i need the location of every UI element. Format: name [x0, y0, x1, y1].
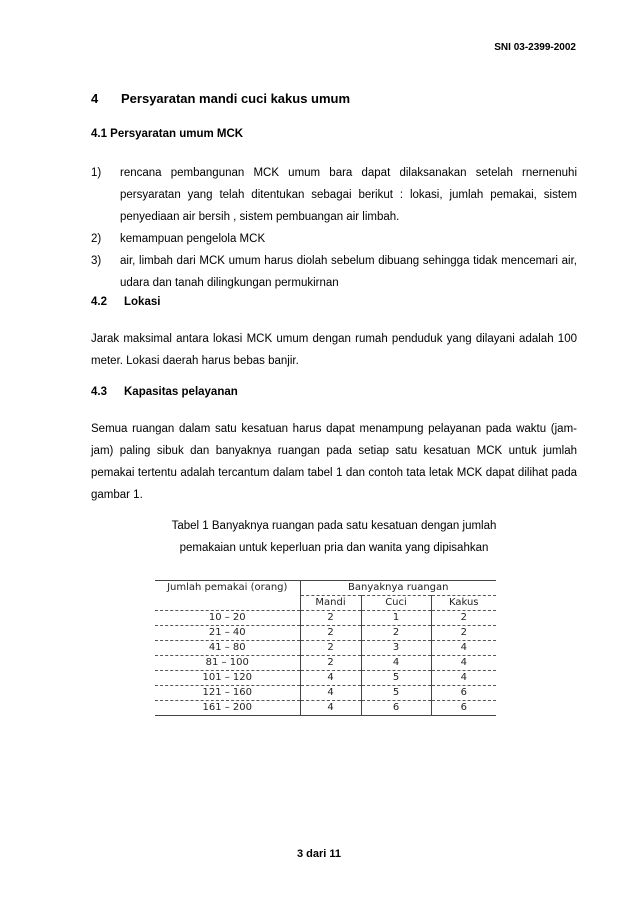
- table-row: [155, 641, 496, 656]
- table-cell: 41 – 80: [155, 641, 300, 656]
- section-number: 4.3: [91, 386, 107, 398]
- header-users: Jumlah pemakai (orang): [155, 581, 300, 611]
- table-cell: 1: [361, 611, 431, 626]
- table-cell: 161 – 200: [155, 701, 300, 716]
- table-cell: 6: [431, 686, 496, 701]
- section-4-1-heading: 4.1 Persyaratan umum MCK: [91, 128, 244, 140]
- column-header: Kakus: [431, 596, 496, 611]
- section-number: 4.2: [91, 296, 107, 308]
- section-4-3-heading: [91, 386, 238, 398]
- table-row: [155, 701, 496, 716]
- table-cell: 4: [300, 686, 361, 701]
- header-room-count: Banyaknya ruangan: [300, 581, 496, 596]
- table-cell: 5: [361, 686, 431, 701]
- item-number: 3): [91, 255, 102, 267]
- table-cell: 6: [361, 701, 431, 716]
- section-4-heading: [91, 91, 350, 106]
- item-number: 1): [91, 167, 102, 179]
- document-code: SNI 03-2399-2002: [494, 42, 576, 53]
- table-cell: 2: [361, 626, 431, 641]
- section-title: Persyaratan mandi cuci kakus umum: [121, 91, 351, 106]
- table-cell: 2: [431, 626, 496, 641]
- requirement-item-1: [91, 162, 577, 228]
- section-4-2-heading: [91, 296, 160, 308]
- item-text: air, limbah dari MCK umum harus diolah sebelum dibuang sehingga tidak mencemari air, udara dan tanah dilingkungan permukirnan: [120, 255, 577, 289]
- section-4-3-body: Semua ruangan dalam satu kesatuan harus dapat menampung pelayanan pada waktu (jam-jam) paling sibuk dan banyaknya ruangan pada setiap satu kesatuan MCK untuk jumlah pemakai tertentu adalah tercantum dalam tabel 1 dan contoh tata letak MCK dapat dilihat pada gambar 1.: [91, 423, 577, 501]
- caption-line-1: Tabel 1 Banyaknya ruangan pada satu kesatuan dengan jumlah: [171, 520, 497, 532]
- table-row: [155, 611, 496, 626]
- caption-line-2: pemakaian untuk keperluan pria dan wanita yang dipisahkan: [179, 542, 489, 554]
- section-number: 4: [91, 91, 99, 106]
- table-cell: 101 – 120: [155, 671, 300, 686]
- table-row: [155, 656, 496, 671]
- table-cell: 4: [431, 656, 496, 671]
- table-cell: 10 – 20: [155, 611, 300, 626]
- table-caption: [91, 515, 577, 559]
- item-number: 2): [91, 233, 102, 245]
- table-cell: 81 – 100: [155, 656, 300, 671]
- table-cell: 4: [300, 671, 361, 686]
- table-cell: 4: [361, 656, 431, 671]
- page-number: 3 dari 11: [296, 848, 342, 860]
- table-cell: 3: [361, 641, 431, 656]
- table-cell: 2: [300, 641, 361, 656]
- table-cell: 2: [300, 656, 361, 671]
- section-title: Kapasitas pelayanan: [124, 386, 238, 398]
- table-cell: 2: [300, 611, 361, 626]
- item-text: kemampuan pengelola MCK: [120, 233, 266, 245]
- table-cell: 5: [361, 671, 431, 686]
- table-cell: 4: [431, 641, 496, 656]
- table-cell: 6: [431, 701, 496, 716]
- table-row: [155, 671, 496, 686]
- section-4-2-body: Jarak maksimal antara lokasi MCK umum dengan rumah penduduk yang dilayani adalah 100 meter. Lokasi daerah harus bebas banjir.: [91, 333, 577, 367]
- column-header: Cuci: [361, 596, 431, 611]
- requirement-item-3: [91, 250, 577, 294]
- table-cell: 21 – 40: [155, 626, 300, 641]
- table-cell: 2: [300, 626, 361, 641]
- requirement-item-2: [91, 228, 577, 250]
- item-text: rencana pembangunan MCK umum bara dapat dilaksanakan setelah rnernenuhi persyaratan yang telah ditentukan sebagai berikut : lokasi, jumlah pemakai, sistem penyediaan air bersih , sistem pembuangan air limbah.: [120, 167, 577, 223]
- table-cell: 4: [431, 671, 496, 686]
- table-row: [155, 626, 496, 641]
- table-cell: 121 – 160: [155, 686, 300, 701]
- table-row: [155, 686, 496, 701]
- room-count-table: [155, 580, 496, 716]
- column-header: Mandi: [300, 596, 361, 611]
- table-cell: 4: [300, 701, 361, 716]
- section-title: Lokasi: [124, 296, 161, 308]
- table-cell: 2: [431, 611, 496, 626]
